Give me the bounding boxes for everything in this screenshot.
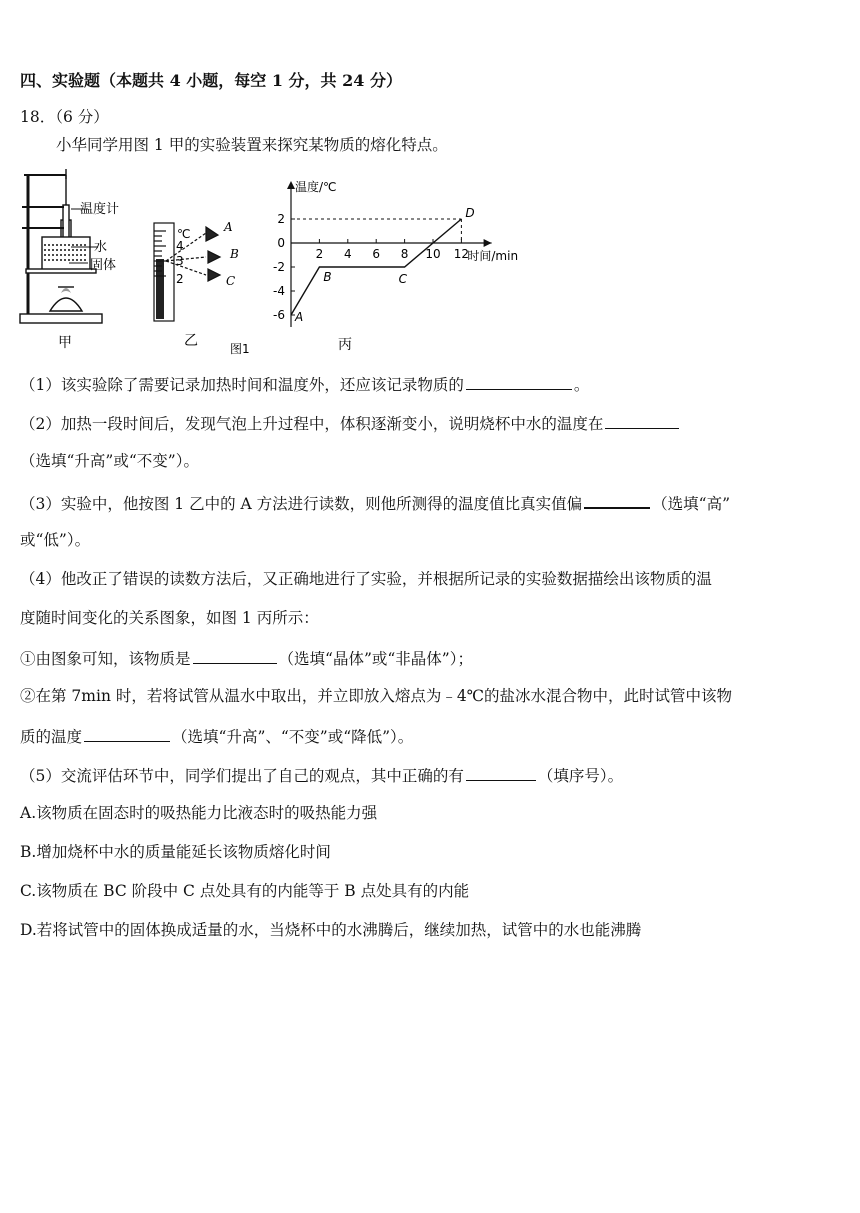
y-tick-label: -4: [273, 284, 285, 298]
figure-label: 图1: [230, 342, 250, 356]
thermo-unit: ℃: [177, 227, 191, 241]
view-label-a: A: [224, 220, 233, 234]
part-text: （3）实验中，他按图 1 乙中的 A 方法进行读数，则他所测得的温度值比真实值偏: [20, 495, 583, 513]
part-text-after: （填序号）。: [537, 767, 624, 785]
part-text-after: （选填“升高”、“不变”或“降低”）。: [172, 728, 414, 746]
thermo-tick-2: 2: [176, 272, 184, 286]
question-part-line: [20, 372, 589, 396]
part-text: （选填“升高”或“不变”）。: [20, 452, 199, 470]
part-text: 度随时间变化的关系图象，如图 1 丙所示：: [20, 609, 319, 627]
option-d: D.若将试管中的固体换成适量的水，当烧杯中的水沸腾后，继续加热，试管中的水也能沸腾: [20, 921, 642, 939]
point-label-c: C: [398, 272, 407, 286]
part-text: 或“低”）。: [20, 531, 91, 549]
figure-1-svg: [14, 165, 534, 360]
x-tick-label: 6: [372, 247, 381, 261]
option-b: B.增加烧杯中水的质量能延长该物质熔化时间: [20, 843, 331, 861]
part-text-after: 。: [573, 376, 590, 394]
part-text: （4）他改正了错误的读数方法后，又正确地进行了实验，并根据所记录的实验数据描绘出该物质的温: [20, 570, 712, 588]
apparatus-drawing: [20, 169, 102, 323]
part-text: （1）该实验除了需要记录加热时间和温度外，还应该记录物质的: [20, 376, 464, 394]
melting-graph: [273, 179, 518, 327]
question-part-line: [20, 607, 319, 629]
view-label-b: B: [230, 247, 239, 261]
caption-bing: 丙: [338, 337, 352, 353]
x-tick-label: 4: [343, 247, 352, 261]
series-line: [291, 219, 461, 315]
question-part-line: [20, 490, 730, 515]
part-text: ②在第 7min 时，若将试管从温水中取出，并立即放入熔点为﹣4℃的盐冰水混合物中，此时试管中该物: [20, 687, 733, 705]
part-text: （5）交流评估环节中，同学们提出了自己的观点，其中正确的有: [20, 767, 464, 785]
option-a: A.该物质在固态时的吸热能力比液态时的吸热能力强: [20, 804, 378, 822]
x-tick-label: 10: [425, 247, 441, 261]
figure-1: [14, 165, 534, 360]
y-tick-label: -6: [273, 308, 285, 322]
question-part-line: [20, 568, 712, 590]
y-tick-label: 2: [277, 212, 285, 226]
y-tick-label: -2: [273, 260, 285, 274]
label-thermometer: 温度计: [80, 202, 120, 217]
answer-blank[interactable]: [466, 372, 572, 390]
answer-blank[interactable]: [84, 724, 170, 742]
part-text: 质的温度: [20, 728, 83, 746]
thermo-tick-3: 3: [176, 254, 184, 268]
part-text: （2）加热一段时间后，发现气泡上升过程中，体积逐渐变小，说明烧杯中水的温度在: [20, 415, 604, 433]
x-tick-label: 2: [315, 247, 324, 261]
y-tick-label: 0: [277, 236, 285, 250]
point-label-d: D: [465, 206, 475, 220]
question-part-line: [20, 529, 90, 551]
label-water: 水: [94, 240, 108, 255]
part-text: ①由图象可知，该物质是: [20, 650, 191, 668]
question-part-line: [20, 411, 681, 435]
point-label-b: B: [323, 270, 332, 284]
x-tick-label: 12: [453, 247, 470, 261]
y-axis-label: 温度/℃: [295, 180, 337, 194]
caption-yi: 乙: [184, 333, 198, 349]
x-tick-label: 8: [400, 247, 409, 261]
question-part-line: [20, 763, 623, 787]
part-text-after: （选填“晶体”或“非晶体”）；: [278, 650, 473, 668]
caption-jia: 甲: [58, 335, 72, 351]
section-title: 四、实验题（本题共 4 小题，每空 1 分，共 24 分）: [20, 71, 402, 90]
part-text-after: （选填“高”: [652, 495, 730, 513]
view-label-c: C: [226, 274, 236, 288]
y-axis-arrow: [287, 181, 295, 189]
question-intro: 小华同学用图 1 甲的实验装置来探究某物质的熔化特点。: [56, 136, 448, 154]
question-number: 18．（6 分）: [20, 108, 109, 126]
x-axis-arrow: [484, 239, 492, 247]
question-part-line: [20, 450, 199, 472]
label-solid: 固体: [90, 258, 117, 273]
thermo-tick-4: 4: [176, 239, 184, 253]
answer-blank[interactable]: [584, 490, 650, 509]
option-c: C.该物质在 BC 阶段中 C 点处具有的内能等于 B 点处具有的内能: [20, 882, 470, 900]
answer-blank[interactable]: [605, 411, 679, 429]
question-part-line: [20, 685, 732, 707]
answer-blank[interactable]: [193, 646, 277, 664]
question-part-line: [20, 724, 413, 748]
question-part-line: [20, 646, 473, 670]
answer-blank[interactable]: [466, 763, 536, 781]
x-axis-label: 时间/min: [467, 249, 519, 263]
point-label-a: A: [295, 310, 304, 324]
